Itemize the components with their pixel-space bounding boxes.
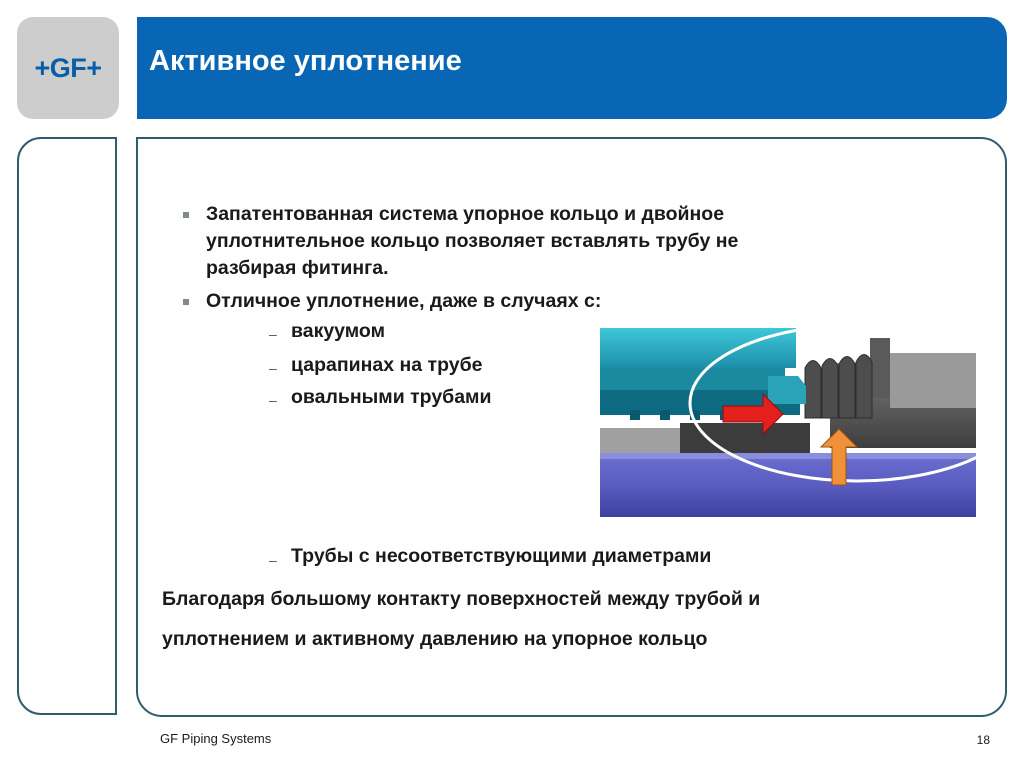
bullet-1-text xyxy=(206,201,738,282)
fitting-seal-cross-section-image xyxy=(600,328,976,517)
left-side-panel xyxy=(17,137,117,715)
bullet-2-text: Отличное уплотнение, даже в случаях с: xyxy=(206,290,602,312)
paragraph-line-1: Благодаря большому контакту поверхностей между трубой и xyxy=(162,588,761,610)
sub-item-dash: – xyxy=(269,326,277,342)
bullet-1-line-3: разбирая фитинга. xyxy=(206,257,389,279)
sub-item-dash: – xyxy=(269,552,277,568)
logo xyxy=(17,17,119,119)
sub-item-dash: – xyxy=(269,392,277,408)
page-number: 18 xyxy=(976,733,990,747)
bullet-1-line-2: уплотнительное кольцо позволяет вставлять трубу не xyxy=(206,230,739,252)
bullet-marker xyxy=(183,299,189,305)
sub-item-scratches: царапинах на трубе xyxy=(291,354,483,376)
bullet-1-line-1: Запатентованная система упорное кольцо и двойное xyxy=(206,203,725,225)
paragraph-line-2: уплотнением и активному давлению на упорное кольцо xyxy=(162,628,708,650)
sub-item-oval-pipes: овальными трубами xyxy=(291,386,492,408)
title-bar xyxy=(137,17,1007,119)
fitting-seal-cross-section-icon xyxy=(600,328,976,517)
sub-item-vacuum: вакуумом xyxy=(291,320,386,342)
slide-title: Активное уплотнение xyxy=(149,45,462,77)
gf-logo-text: +GF+ xyxy=(34,52,102,83)
footer-company: GF Piping Systems xyxy=(160,731,272,746)
bullet-marker xyxy=(183,212,189,218)
sub-item-mismatched-diameters: Трубы с несоответствующими диаметрами xyxy=(291,545,712,567)
sub-item-dash: – xyxy=(269,360,277,376)
